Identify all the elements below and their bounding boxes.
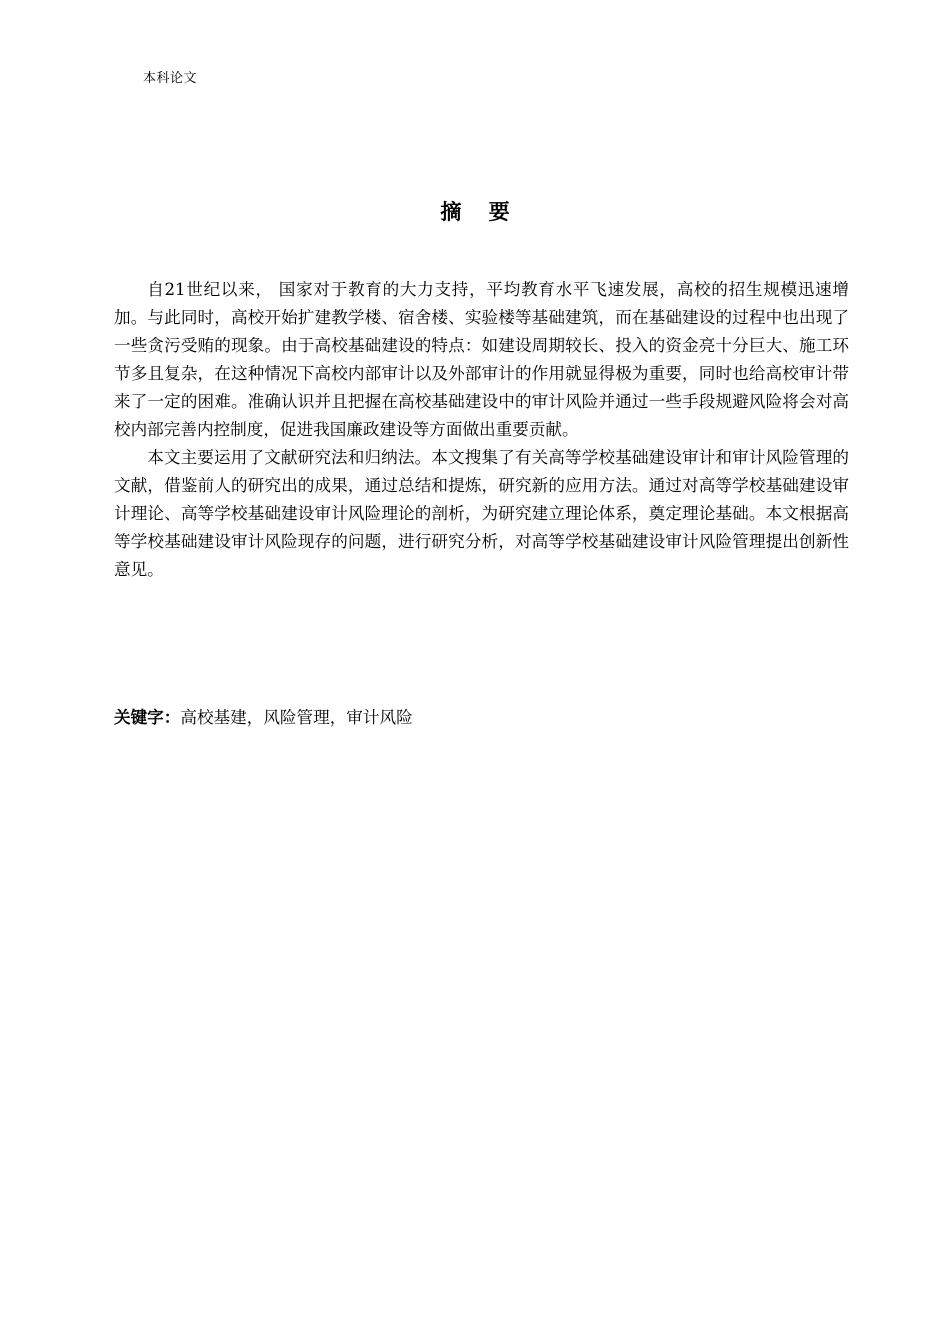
abstract-paragraph-2: 本文主要运用了文献研究法和归纳法。本文搜集了有关高等学校基础建设审计和审计风险管理的文献，借鉴前人的研究出的成果，通过总结和提炼，研究新的应用方法。通过对高等学校基础建设审计理论、高等学校基础建设审计风险理论的剖析，为研究建立理论体系，奠定理论基础。本文根据高等学校基础建设审计风险现存的问题，进行研究分析，对高等学校基础建设审计风险管理提出创新性意见。 (114, 448, 849, 579)
abstract-body (114, 276, 849, 584)
keywords-line (114, 704, 849, 732)
running-header: 本科论文 (143, 71, 198, 86)
abstract-paragraph-1: 自21世纪以来， 国家对于教育的大力支持，平均教育水平飞速发展，高校的招生规模迅速增加。与此同时，高校开始扩建教学楼、宿舍楼、实验楼等基础建筑，而在基础建设的过程中也出现了一些贪污受贿的现象。由于高校基础建设的特点：如建设周期较长、投入的资金亮十分巨大、施工环节多且复杂，在这种情况下高校内部审计以及外部审计的作用就显得极为重要，同时也给高校审计带来了一定的困难。准确认识并且把握在高校基础建设中的审计风险并通过一些手段规避风险将会对高校内部完善内控制度，促进我国廉政建设等方面做出重要贡献。 (114, 280, 849, 439)
abstract-title: 摘 要 (440, 200, 520, 224)
keywords-label: 关键字： (114, 708, 181, 727)
keywords-value: 高校基建，风险管理，审计风险 (180, 708, 413, 727)
